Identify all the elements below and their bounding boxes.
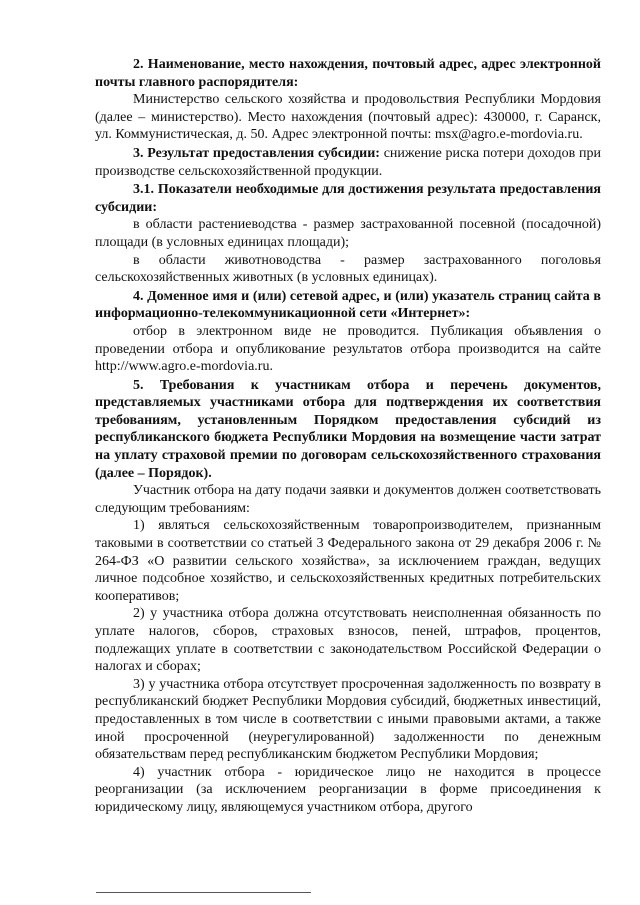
document-body [95, 56, 601, 817]
section-5-heading: 5. Требования к участникам отбора и перечень документов, представляемых участниками отбора для подтверждения их соответствия требованиям, установленным Порядком предоставления субсидий из республиканского бюджета Республики Мордовия на возмещение части затрат на уплату страховой премии по договорам сельскохозяйственного страхования (далее – Порядок). [95, 377, 601, 481]
section-3-1-item-livestock: в области животноводства - размер застрахованного поголовья сельскохозяйственных животных (в условных единицах). [95, 252, 601, 286]
section-3-1-heading: 3.1. Показатели необходимые для достижения результата предоставления субсидии: [95, 182, 601, 215]
section-3-1-item-crops: в области растениеводства - размер застрахованной посевной (посадочной) площади (в условных единицах площади); [95, 217, 601, 250]
section-5-requirement-3: 3) у участника отбора отсутствует просроченная задолженность по возврату в республиканский бюджет Республики Мордовия субсидий, бюджетных инвестиций, предоставленных в том числе в соответствии с иными правовыми актами, а также иной просроченной (неурегулированной) задолженности по денежным обязательствам перед республиканским бюджетом Республики Мордовия; [95, 676, 601, 763]
section-5-intro: Участник отбора на дату подачи заявки и документов должен соответствовать следующим требованиям: [95, 483, 601, 516]
footer-divider [96, 892, 311, 893]
section-5-requirement-2: 2) у участника отбора должна отсутствовать неисполненная обязанность по уплате налогов, сборов, страховых взносов, пеней, штрафов, процентов, подлежащих уплате в соответствии с законодательством Российской Федерации о налогах и сборах; [95, 606, 601, 675]
section-5-requirement-4: 4) участник отбора - юридическое лицо не находится в процессе реорганизации (за исключением реорганизации в форме присоединения к юридическому лицу, являющемуся участником отбора, другого [95, 764, 601, 815]
section-3-heading: 3. Результат предоставления субсидии: [133, 145, 380, 161]
section-2-text: Министерство сельского хозяйства и продовольствия Республики Мордовия (далее – министерство). Место нахождения (почтовый адрес): 430000, г. Саранск, ул. Коммунистическая, д. 50. Адрес электронной почты: msx@agro.e-mordovia.ru. [95, 92, 601, 143]
section-5-requirement-1: 1) являться сельскохозяйственным товаропроизводителем, признанным таковыми в соответствии со статьей 3 Федерального закона от 29 декабря 2006 г. № 264-ФЗ «О развитии сельского хозяйства», за исключением граждан, ведущих личное подсобное хозяйство, и сельскохозяйственных кредитных потребительских кооперативов; [95, 518, 601, 604]
section-2-heading: 2. Наименование, место нахождения, почтовый адрес, адрес электронной почты главного распорядителя: [95, 57, 601, 90]
section-4-text: отбор в электронном виде не проводится. Публикация объявления о проведении отбора и опубликование результатов отбора производится на сайте http://www.agro.e-mordovia.ru. [95, 323, 601, 375]
section-3-text: снижение риска потери доходов при производстве сельскохозяйственной продукции. [95, 145, 601, 179]
section-3-paragraph [95, 145, 601, 180]
section-4-heading: 4. Доменное имя и (или) сетевой адрес, и (или) указатель страниц сайта в информационно-телекоммуникационной сети «Интернет»: [95, 288, 601, 322]
